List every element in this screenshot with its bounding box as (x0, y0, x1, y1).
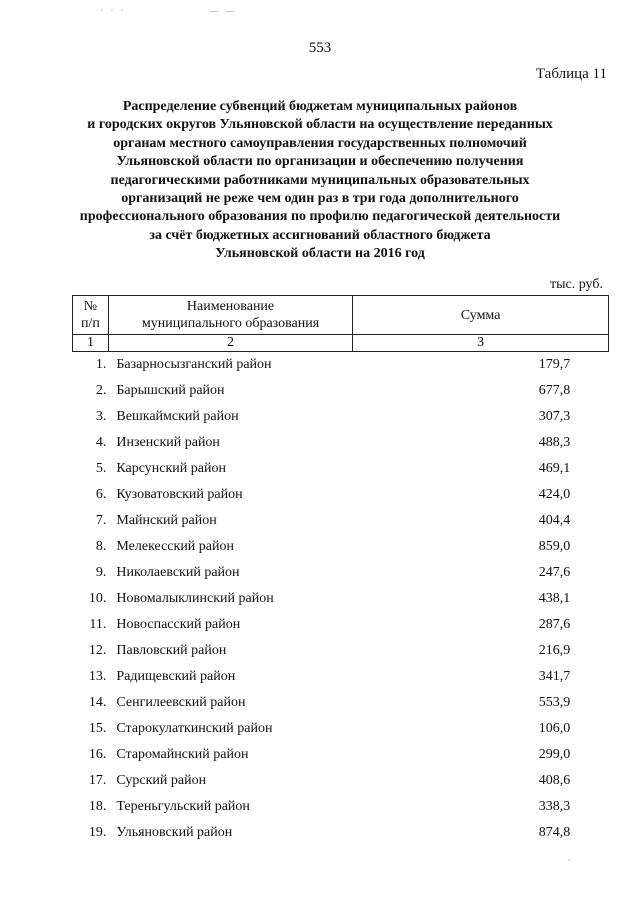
title-line: и городских округов Ульяновской области на осуществление переданных (87, 117, 553, 133)
table-row (73, 638, 609, 664)
row-number: 12. (88, 643, 107, 658)
row-name: Сенгилеевский район (116, 695, 246, 710)
row-number: 7. (95, 513, 107, 528)
row-number: 9. (95, 565, 107, 580)
title-line: органам местного самоуправления государственных полномочий (113, 135, 527, 151)
row-number: 4. (95, 435, 107, 450)
column-index: 2 (108, 335, 352, 352)
title-line: педагогическими работниками муниципальных образовательных (110, 172, 530, 188)
row-number: 11. (89, 617, 107, 632)
row-sum: 338,3 (538, 799, 571, 814)
row-sum: 106,0 (538, 721, 571, 736)
table-row (73, 430, 609, 456)
page-number: 553 (308, 40, 332, 56)
header-number-line2: п/п (81, 316, 100, 331)
table-row (73, 456, 609, 482)
title-line: профессионального образования по профилю педагогической деятельности (79, 209, 561, 225)
table-label: Таблица 11 (535, 66, 607, 82)
row-sum: 424,0 (538, 487, 571, 502)
header-sum: Сумма (353, 296, 609, 335)
row-sum: 247,6 (538, 565, 571, 580)
row-number: 5. (95, 461, 107, 476)
row-sum: 216,9 (538, 643, 571, 658)
row-name: Базарносызганский район (116, 357, 272, 372)
row-name: Новомалыклинский район (116, 591, 274, 606)
row-name: Павловский район (116, 643, 227, 658)
row-sum: 408,6 (538, 773, 571, 788)
row-sum: 469,1 (538, 461, 571, 476)
title-line: Распределение субвенций бюджетам муниципальных районов (122, 99, 518, 114)
row-sum: 488,3 (538, 435, 571, 450)
row-name: Инзенский район (116, 435, 220, 450)
scan-artifact: — — (210, 6, 237, 15)
subsidy-table (72, 295, 609, 846)
row-sum: 553,9 (538, 695, 571, 710)
title-line: за счёт бюджетных ассигнований областного бюджета (149, 227, 491, 243)
table-row (73, 534, 609, 560)
row-name: Ульяновский район (116, 825, 233, 840)
header-name (108, 296, 352, 335)
row-sum: 874,8 (538, 825, 571, 840)
header-name-line2: муниципального образования (141, 316, 320, 331)
table-row (73, 768, 609, 794)
row-number: 6. (95, 487, 107, 502)
row-sum: 179,7 (538, 357, 571, 372)
row-number: 17. (88, 773, 107, 788)
row-sum: 287,6 (538, 617, 571, 632)
units-label: тыс. руб. (550, 277, 603, 292)
table-row (73, 352, 609, 379)
row-number: 8. (95, 539, 107, 554)
row-number: 10. (88, 591, 107, 606)
title-line: организаций не реже чем один раз в три года дополнительного (121, 191, 519, 207)
row-sum: 438,1 (538, 591, 571, 606)
row-name: Новоспасский район (116, 617, 241, 632)
row-sum: 341,7 (538, 669, 571, 684)
table-row (73, 612, 609, 638)
table-row (73, 664, 609, 690)
row-number: 18. (88, 799, 107, 814)
table-row (73, 404, 609, 430)
table-row (73, 716, 609, 742)
row-number: 3. (95, 409, 107, 424)
column-index: 3 (353, 335, 609, 352)
row-name: Вешкаймский район (116, 409, 239, 424)
table-row (73, 508, 609, 534)
title-line: Ульяновской области на 2016 год (215, 246, 425, 262)
row-sum: 859,0 (538, 539, 571, 554)
row-number: 1. (95, 357, 107, 372)
row-name: Сурский район (116, 773, 207, 788)
row-name: Николаевский район (116, 565, 240, 580)
row-name: Радищевский район (116, 669, 236, 684)
row-name: Барышский район (116, 383, 225, 398)
row-name: Карсунский район (116, 461, 226, 476)
row-name: Старокулаткинский район (116, 721, 273, 736)
scan-artifact: · · · (100, 6, 127, 15)
table-row (73, 794, 609, 820)
title-line: Ульяновской области по организации и обеспечению получения (116, 154, 524, 170)
row-number: 15. (88, 721, 107, 736)
column-index-row (73, 335, 609, 352)
header-row (73, 296, 609, 335)
header-number (73, 296, 109, 335)
row-name: Тереньгульский район (116, 799, 250, 814)
row-sum: 677,8 (538, 383, 571, 398)
row-name: Кузоватовский район (116, 487, 243, 502)
table-row (73, 586, 609, 612)
row-number: 19. (88, 825, 107, 840)
row-name: Мелекесский район (116, 539, 234, 554)
row-sum: 299,0 (538, 747, 571, 762)
row-number: 13. (88, 669, 107, 684)
header-name-line1: Наименование (186, 299, 275, 314)
row-number: 14. (88, 695, 107, 710)
scan-artifact: ˇ (568, 858, 574, 867)
document-title (60, 98, 580, 264)
table-row (73, 820, 609, 846)
table-body (73, 352, 609, 847)
row-sum: 404,4 (538, 513, 571, 528)
table-row (73, 560, 609, 586)
table-row (73, 690, 609, 716)
row-number: 16. (88, 747, 107, 762)
table-row (73, 482, 609, 508)
column-index: 1 (73, 335, 109, 352)
table-row (73, 378, 609, 404)
row-name: Старомайнский район (116, 747, 249, 762)
row-name: Майнский район (116, 513, 217, 528)
row-sum: 307,3 (538, 409, 571, 424)
row-number: 2. (95, 383, 107, 398)
header-number-line1: № (83, 299, 98, 314)
table-row (73, 742, 609, 768)
